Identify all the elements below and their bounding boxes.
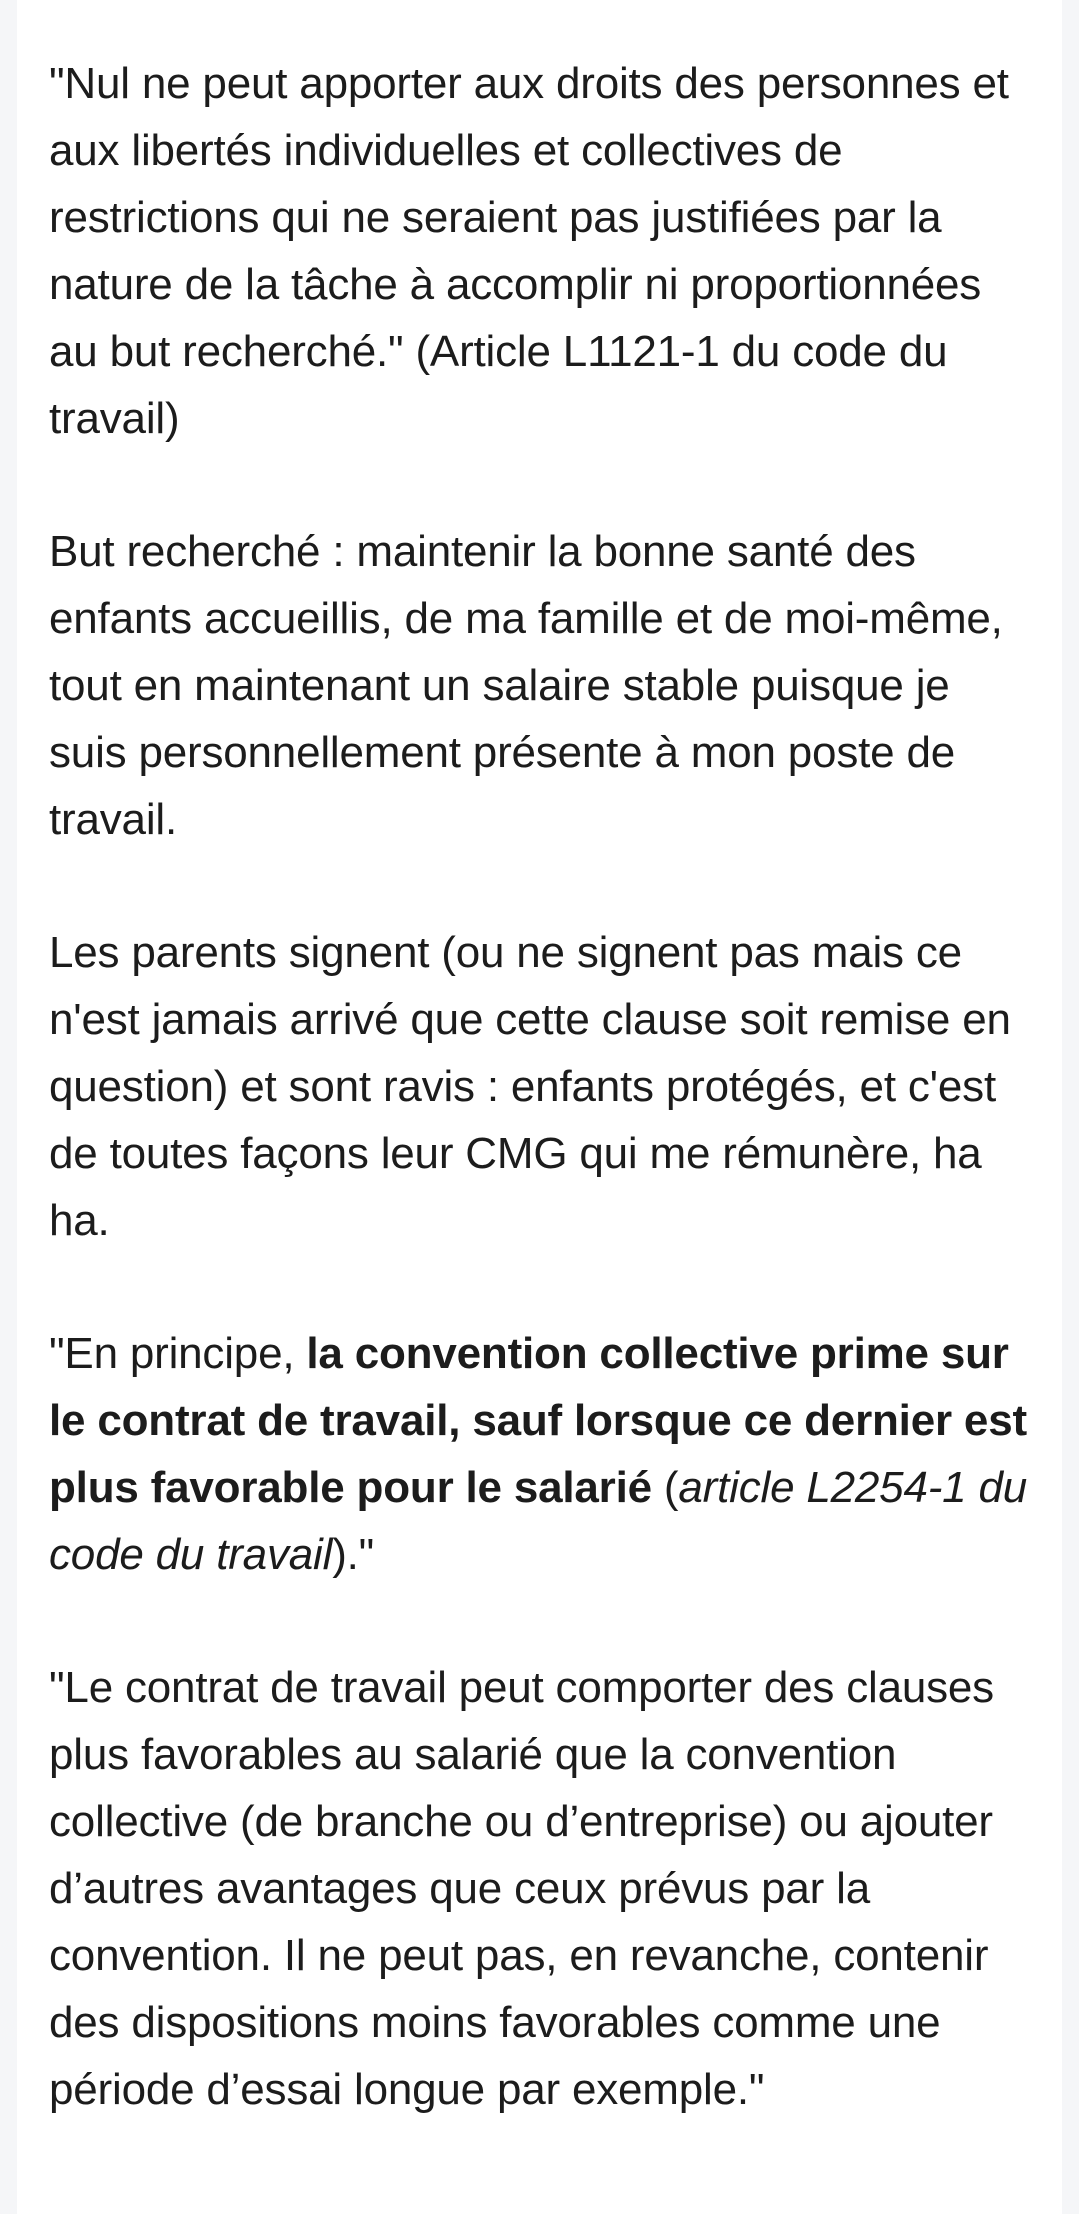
quote-paren-open: ( [651,1463,679,1512]
quote-close-text: )." [332,1530,375,1579]
quote-open-text: "En principe, [49,1329,307,1378]
post-body [17,0,1062,2214]
paragraph-contrat-de-travail: "Le contrat de travail peut comporter des clauses plus favorables au salarié que la convention collective (de branche ou d’entreprise) ou ajouter d’autres avantages que ceux prévus par la convention. Il ne peut pas, en revanche, contenir des dispositions moins favorables comme une période d’essai longue par exemple." [49,1663,994,2114]
paragraph-but-recherche: But recherché : maintenir la bonne santé des enfants accueillis, de ma famille et de moi-même, tout en maintenant un salaire stable puisque je suis personnellement présente à mon poste de travail. [49,527,1003,844]
paragraph-parents-signent: Les parents signent (ou ne signent pas mais ce n'est jamais arrivé que cette clause soit remise en question) et sont ravis : enfants protégés, et c'est de toutes façons leur CMG qui me rémunère, ha ha. [49,928,1011,1245]
quote-article-reference: article L2254-1 du code du travail [49,1463,1028,1579]
paragraph-article-l1121: "Nul ne peut apporter aux droits des personnes et aux libertés individuelles et collectives de restrictions qui ne seraient pas justifiées par la nature de la tâche à accomplir ni proportionnées au but recherché." (Article L1121-1 du code du travail) [49,59,1009,443]
quote-bold-text: la convention collective prime sur le contrat de travail, sauf lorsque ce dernier est plus favorable pour le salarié [49,1329,1027,1512]
paragraph-en-principe [49,1320,1034,1588]
